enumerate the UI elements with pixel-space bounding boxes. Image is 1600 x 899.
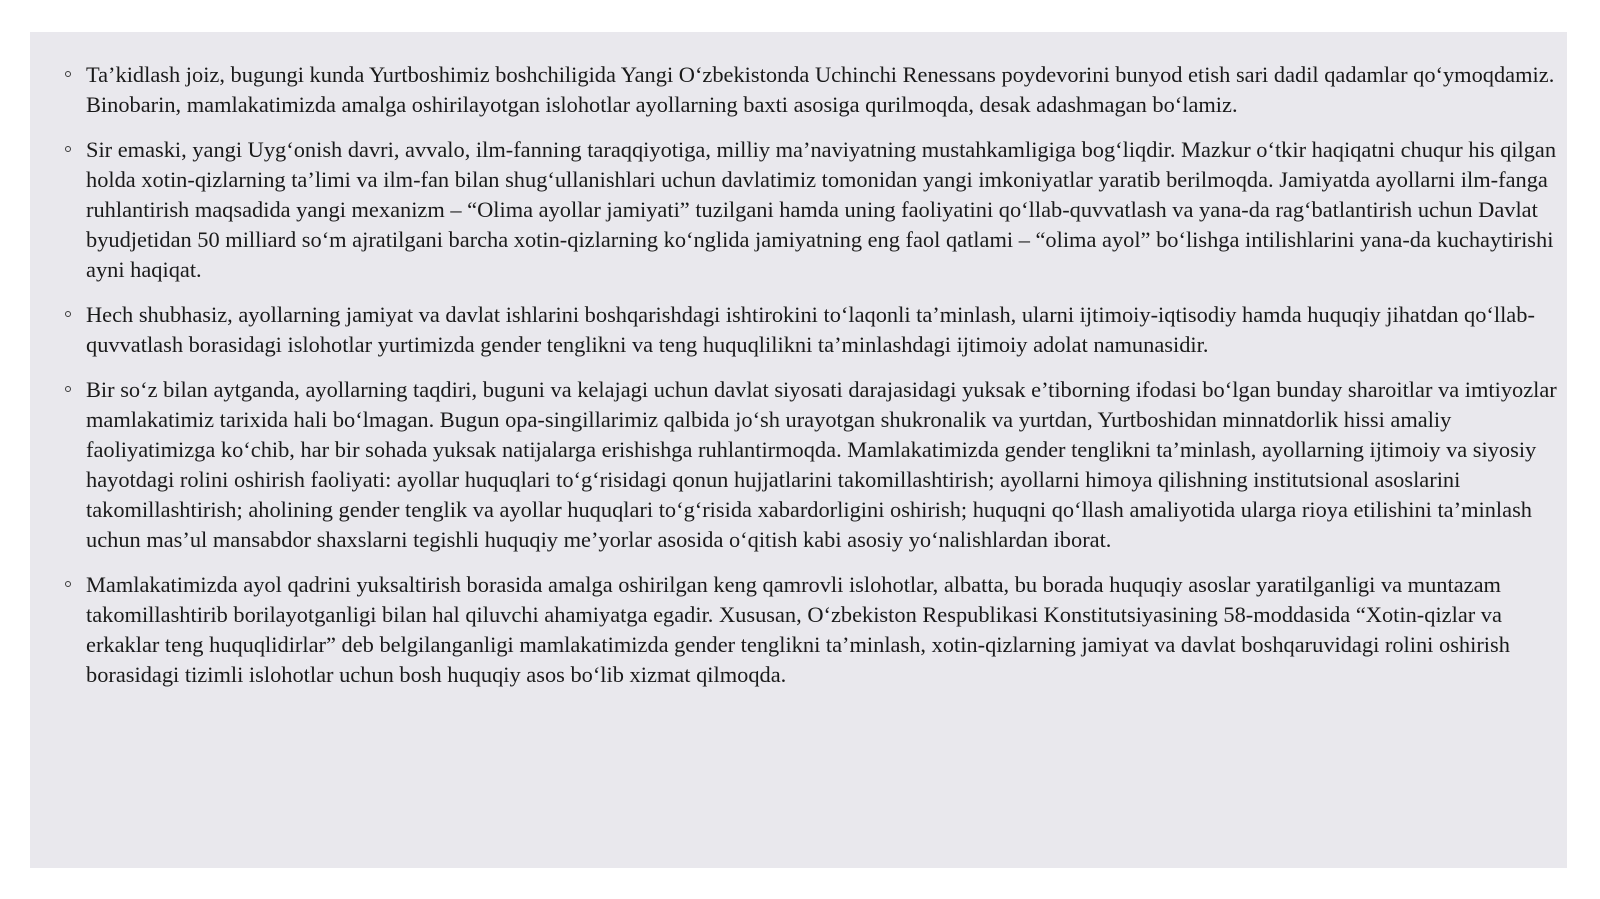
bullet-item-5: [86, 570, 1561, 690]
bullet-item-4: [86, 375, 1561, 555]
bullet-item-1: [86, 60, 1561, 120]
slide-content-area: [30, 32, 1567, 868]
bullet-item-2: [86, 135, 1561, 285]
bullet-item-3: [86, 300, 1561, 360]
hollow-circle-bullet-icon: [65, 581, 71, 587]
bullet-text: Sir emaski, yangi Uyg‘onish davri, avvalo, ilm-fanning taraqqiyotiga, milliy ma’naviyatning mustahkamligiga bog‘liqdir. Mazkur o‘tkir haqiqatni chuqur his qilgan holda xotin-qizlarning ta’limi va ilm-fan bilan shug‘ullanishlari uchun davlatimiz tomonidan yangi imkoniyatlar yaratib berilmoqda. Jamiyatda ayollarni ilm-fanga ruhlantirish maqsadida yangi mexanizm – “Olima ayollar jamiyati” tuzilgani hamda uning faoliyatini qo‘llab-quvvatlash va yana-da rag‘batlantirish uchun Davlat byudjetidan 50 milliard so‘m ajratilgani barcha xotin-qizlarning ko‘nglida jamiyatning eng faol qatlami – “olima ayol” bo‘lishga intilishlarini yana-da kuchaytirishi ayni haqiqat.: [86, 137, 1557, 282]
bullet-text: Hech shubhasiz, ayollarning jamiyat va davlat ishlarini boshqarishdagi ishtirokini to‘laqonli ta’minlash, ularni ijtimoiy-iqtisodiy hamda huquqiy jihatdan qo‘llab-quvvatlash borasidagi islohotlar yurtimizda gender tenglikni va teng huquqlilikni ta’minlashdagi ijtimoiy adolat namunasidir.: [86, 302, 1535, 357]
hollow-circle-bullet-icon: [65, 71, 71, 77]
bullet-list: [86, 60, 1561, 705]
hollow-circle-bullet-icon: [65, 146, 71, 152]
hollow-circle-bullet-icon: [65, 386, 71, 392]
bullet-text: Mamlakatimizda ayol qadrini yuksaltirish borasida amalga oshirilgan keng qamrovli islohotlar, albatta, bu borada huquqiy asoslar yaratilganligi va muntazam takomillashtirib borilayotganligi bilan hal qiluvchi ahamiyatga egadir. Xususan, O‘zbekiston Respublikasi Konstitutsiyasining 58-moddasida “Xotin-qizlar va erkaklar teng huquqlidirlar” deb belgilanganligi mamlakatimizda gender tenglikni ta’minlash, xotin-qizlarning jamiyat va davlat boshqaruvidagi rolini oshirish borasidagi tizimli islohotlar uchun bosh huquqiy asos bo‘lib xizmat qilmoqda.: [86, 572, 1510, 687]
bullet-text: Bir so‘z bilan aytganda, ayollarning taqdiri, buguni va kelajagi uchun davlat siyosati darajasidagi yuksak e’tiborning ifodasi bo‘lgan bunday sharoitlar va imtiyozlar mamlakatimiz tarixida hali bo‘lmagan. Bugun opa-singillarimiz qalbida jo‘sh urayotgan shukronalik va yurtdan, Yurtboshidan minnatdorlik hissi amaliy faoliyatimizga ko‘chib, har bir sohada yuksak natijalarga erishishga ruhlantirmoqda. Mamlakatimizda gender tenglikni ta’minlash, ayollarning ijtimoiy va siyosiy hayotdagi rolini oshirish faoliyati: ayollar huquqlari to‘g‘risidagi qonun hujjatlarini takomillashtirish; ayollarni himoya qilishning institutsional asoslarini takomillashtirish; aholining gender tenglik va ayollar huquqlari to‘g‘risida xabardorligini oshirish; huquqni qo‘llash amaliyotida ularga rioya etilishini ta’minlash uchun mas’ul mansabdor shaxslarni tegishli huquqiy me’yorlar asosida o‘qitish kabi asosiy yo‘nalishlardan iborat.: [86, 377, 1557, 552]
hollow-circle-bullet-icon: [65, 311, 71, 317]
bullet-text: Ta’kidlash joiz, bugungi kunda Yurtboshimiz boshchiligida Yangi O‘zbekistonda Uchinchi Renessans poydevorini bunyod etish sari dadil qadamlar qo‘ymoqdamiz. Binobarin, mamlakatimizda amalga oshirilayotgan islohotlar ayollarning baxti asosiga qurilmoqda, desak adashmagan bo‘lamiz.: [86, 62, 1555, 117]
